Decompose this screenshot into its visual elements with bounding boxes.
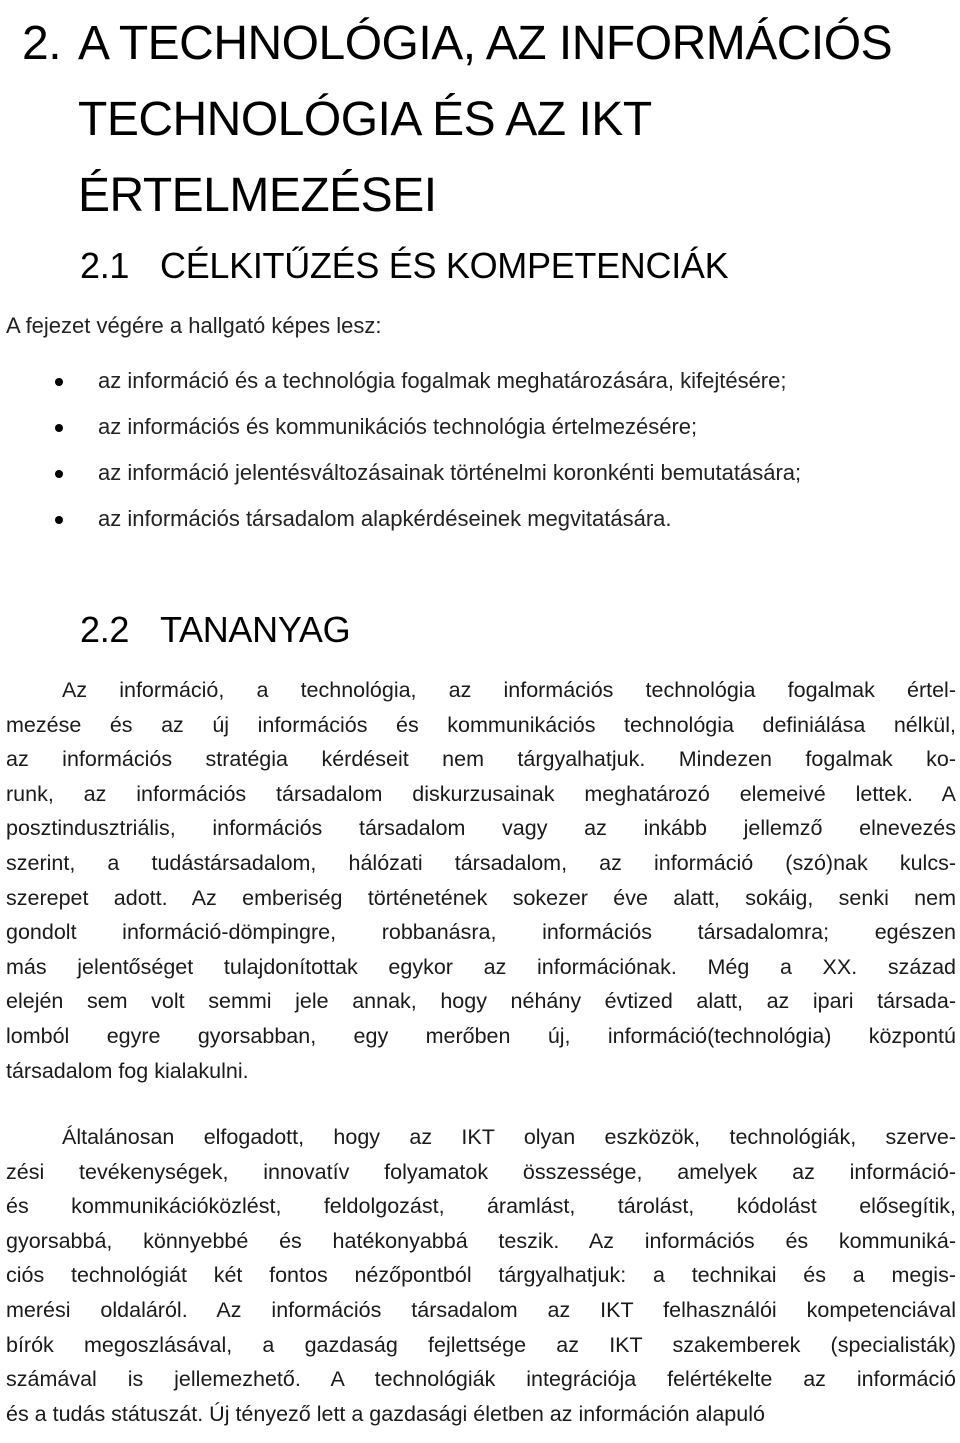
chapter-number: 2. bbox=[22, 17, 62, 70]
list-item: az információ jelentésváltozásainak történelmi koronkénti bemutatására; bbox=[0, 456, 878, 490]
bullet-icon bbox=[55, 470, 63, 478]
paragraph: Az információ, a technológia, az információs technológia fogalmak értel- mezése és az új információs és kommunikációs technológia definiálása nélkül, az információs stratégia kérdéseit nem tárgyalhatjuk. Mindezen fogalmak ko- runk, az információs társadalom diskurzusainak meghatározó elemeivé lettek. A posztindusztriális, információs társadalom vagy az inkább jellemző elnevezés szerint, a tudástársadalom, hálózati társadalom, az információ (szó)nak kulcs- szerepet adott. Az emberiség történetének sokezer éve alatt, sokáig, senki nem gondolt információ-dömpingre, robbanásra, információs társadalomra; egészen más jelentőséget tulajdonítottak egykor az információnak. Még a XX. század elején sem volt semmi jele annak, hogy néhány évtized alatt, az ipari társada- lomból egyre gyorsabban, egy merőben új, információ(technológia) központú társadalom fog kialakulni. bbox=[6, 678, 956, 1083]
section-heading-material bbox=[80, 608, 350, 652]
chapter-title bbox=[78, 6, 958, 234]
section-title: CÉLKITŰZÉS ÉS KOMPETENCIÁK bbox=[160, 245, 729, 286]
paragraph: Általánosan elfogadott, hogy az IKT olyan eszközök, technológiák, szerve- zési tevékenységek, innovatív folyamatok összessége, amelyek az információ- és kommunikációközlést, feldolgozást, áramlást, tárolást, kódolást elősegítik, gyorsabbá, könnyebbé és hatékonyabbá teszik. Az információs és kommuniká- ciós technológiát két fontos nézőpontból tárgyalhatjuk: a technikai és a megis- merési oldaláról. Az információs társadalom az IKT felhasználói kompetenciával bírók megoszlásával, a gazdaság fejlettsége az IKT szakemberek (specialisták) számával is jellemezhető. A technológiák integrációja felértékelte az információ és a tudás státuszát. Új tényező lett a gazdasági életben az információn alapuló bbox=[6, 1125, 956, 1426]
section-heading-goals bbox=[80, 244, 728, 288]
chapter-title-line: TECHNOLÓGIA ÉS AZ IKT bbox=[78, 93, 652, 146]
bullet-icon bbox=[55, 378, 63, 386]
competency-list bbox=[0, 364, 960, 548]
list-item: az információ és a technológia fogalmak meghatározására, kifejtésére; bbox=[0, 364, 948, 398]
intro-text: A fejezet végére a hallgató képes lesz: bbox=[6, 313, 382, 338]
chapter-title-line: A TECHNOLÓGIA, AZ INFORMÁCIÓS bbox=[78, 17, 893, 70]
chapter-title-line: ÉRTELMEZÉSEI bbox=[78, 169, 437, 222]
section-title: TANANYAG bbox=[160, 609, 351, 650]
list-item: az információs társadalom alapkérdéseinek megvitatására. bbox=[0, 502, 948, 536]
section-number: 2.1 bbox=[80, 245, 130, 286]
bullet-icon bbox=[55, 516, 63, 524]
list-item: az információs és kommunikációs technológia értelmezésére; bbox=[0, 410, 948, 444]
bullet-icon bbox=[55, 424, 63, 432]
section-number: 2.2 bbox=[80, 609, 130, 650]
